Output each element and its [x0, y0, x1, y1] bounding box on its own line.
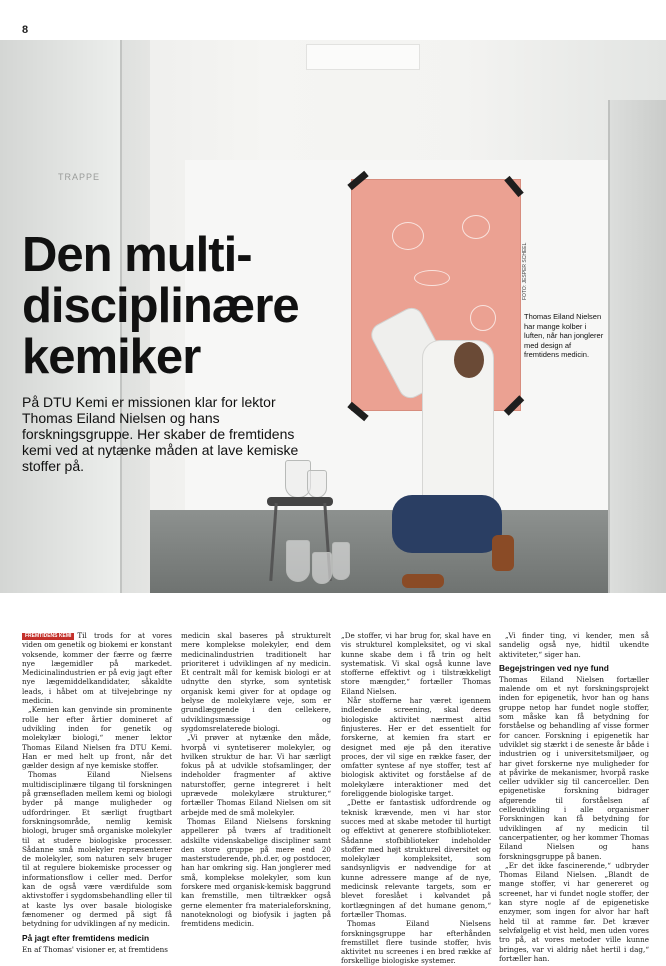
paragraph: „Vi prøver at nytænke den måde, hvorpå vi syntetiserer molekyler, og hvilken struktur de har. Vi har særligt fokus på at udvikle stofsamlinger, der indeholder fragmenter af aktive naturstoffer, gerne integreret i helt uprævede molekylære strukturer,“ fortæller Thomas Eiland Nielsen om sit arbejde med de små molekyler.	[181, 733, 331, 817]
paragraph: En af Thomas' visioner er, at fremtidens	[22, 944, 168, 954]
paragraph-text: Til trods for at vores viden om genetik og biokemi er konstant voksende, kommer der færre og færre nye lægemidler på markedet. Medicinalindustrien er på evig jagt efter nye lægemiddelkandidater, såkaldte leads, i håbet om at tilvejebringe ny medicin.	[22, 631, 172, 706]
glass-flask-4	[312, 552, 332, 584]
person-head	[454, 342, 484, 378]
flask-sketch-3	[414, 270, 450, 286]
paragraph: „Kemien kan genvinde sin prominente rolle her efter årtier domineret af udvikling inden for genetik og molekylær biologi,“ mener lektor Thomas Eiland Nielsen fra DTU Kemi. Han er med helt up front, når det gælder design af nye kemiske stoffer.	[22, 705, 172, 771]
page-number: 8	[22, 24, 29, 36]
photo-credit: FOTO: JESPER SCHEEL	[522, 242, 528, 300]
paragraph: „De stoffer, vi har brug for, skal have en vis strukturel kompleksitet, og vi skal kunne skabe dem i få trin og helt systematisk. Vi skal også kunne lave stofferne effektivt og i tilstrækkeligt store mængder,“ fortæller Thomas Eiland Nielsen.	[341, 631, 491, 696]
paragraph	[22, 631, 172, 705]
glass-flask-3	[286, 540, 310, 582]
section-tag: FREMTIDENS KEMI	[22, 633, 74, 640]
subheading: Begejstringen ved nye fund	[499, 662, 609, 673]
subheading: På jagt efter fremtidens medicin	[22, 932, 150, 943]
glass-flask-2	[307, 470, 327, 498]
paragraph: Thomas Eiland Nielsens forskning appellerer på tværs af traditionelt adskilte videnskabelige discipliner samt den store gruppe på mere end 20 masterstuderende, ph.d.er, og postdocer, han har omkring sig. Han jonglerer med små, komplekse molekyler, som kun forskere med organisk-kemisk baggrund kan fremstille, men tiltrækker også gerne elementer fra materialeforskning, nanoteknologi og biofysik i jagten på fremtidens medicin.	[181, 816, 331, 929]
article-column-1	[22, 631, 172, 954]
photo-caption: Thomas Eiland Nielsen har mange kolber i luften, når han jonglerer med design af fremtidens medicin.	[524, 312, 604, 359]
article-column-4	[499, 631, 649, 963]
photo-floor	[150, 510, 630, 593]
person-shoe-front	[402, 574, 444, 588]
flask-sketch-1	[392, 222, 424, 250]
article-column-2	[181, 631, 331, 929]
door-sign: TRAPPE	[58, 172, 101, 182]
paragraph: Thomas Eiland Nielsens multidisciplinære tilgang til forskningen på grænsefladen mellem kemi og biologi byder på mange muligheder og udfordringer. Et særligt frugtbart forskningsområde, nemlig kemisk biologi, bruger små organiske molekyler til at studere biologiske processer. Sådanne små molekyler repræsenterer de molekyler, som naturen selv bruger til at regulere biokemiske processer og informationsflow i celler med. Derfor kan de også være værdifulde som aktivstoffer i sygdomsbehandling eller til at kaste lys over basale biologiske fænomener og dermed på sigt få betydning for udviklingen af ny medicin.	[22, 770, 172, 929]
article-column-3	[341, 631, 491, 966]
paragraph: Thomas Eiland Nielsen fortæller malende om et nyt forskningsprojekt inden for epigenetik, hvor han og hans gruppe netop har fundet nogle stoffer, som måske kan få betydning for forståelse og behandling af visse former for cancer. Forskning i epigenetik har udviklet sig stærkt i de seneste år både i industrien og i universitetsmiljøer, og har givet forskerne nye muligheder for at påvirke de mekanismer, hvorpå raske celler udvikler sig til cancerceller. Den epigenetiske forskning bidrager afgørende til forståelsen af celleudvikling i alle organismer Forskningen kan få betydning for udviklingen af ny medicin til cancerpatienter, og her kommer Thomas Eiland Nielsen og hans forskningsgruppe på banen.	[499, 674, 649, 861]
glass-flask-5	[332, 542, 350, 580]
paragraph: medicin skal baseres på strukturelt mere komplekse molekyler, end dem medicinalindustrien traditionelt har prioriteret i udviklingen af ny medicin. Et centralt mål for kemisk biologi er at udnytte den styrke, som syntetisk organisk kemi giver for at opdage og belyse de molekylære veje, som er grundlæggende i den cellekere, udviklingsmæssige og sygdomsrelaterede biologi.	[181, 631, 331, 733]
article-lede: På DTU Kemi er missionen klar for lektor Thomas Eiland Nielsen og hans forskningsgruppe. Her skaber de fremtidens kemi ved at nytænke måden at lave kemiske stoffer på.	[22, 394, 299, 474]
photo-right-wall	[608, 100, 666, 593]
paragraph: „Vi finder ting, vi kender, men så sandelig også nye, hidtil ukendte aktiviteter,“ siger han.	[499, 631, 649, 659]
paragraph: „Er det ikke fascinerende,“ udbryder Thomas Eiland Nielsen. „Blandt de mange stoffer, vi har genereret og screenet, har vi fundet nogle stoffer, der kan styre nogle af de epigenetiske enzymer, som ingen for alvor har haft held til at ramme før. Det kræver selvfølgelig et vist held, men uden vores tro på, at vores metoder ville kunne bringes, var vi aldrig nået hertil i dag,“ fortæller han.	[499, 860, 649, 963]
ceiling-light	[306, 44, 420, 70]
paragraph: Thomas Eiland Nielsens forskningsgruppe har efterhånden fremstillet flere tusinde stoffer, hvis aktivitet nu screenes i en bred række af forskellige biologiske systemer.	[341, 919, 491, 966]
person-legs	[392, 495, 502, 553]
article-headline: Den multi-disciplinære kemiker	[22, 228, 299, 384]
paragraph: Når stofferne har været igennem indledende screening, skal deres biologiske aktivitet nærmest altid finjusteres. Her er det essentielt for forskerne, at kemien fra start er designet med øje på den iterative proces, der vil sige en række faser, der omfatter syntese af nye stoffer, test af biologisk aktivitet og forståelse af de molekylære interaktioner med det foreliggende biologiske target.	[341, 696, 491, 799]
person-shoe-back	[492, 535, 514, 571]
flask-sketch-4	[470, 305, 496, 331]
flask-sketch-2	[462, 215, 490, 239]
paragraph: „Dette er fantastisk udfordrende og teknisk krævende, men vi har stor succes med at skabe metoder til hurtigt og effektivt at generere stofbiblioteker. Sådanne stofbiblioteker indeholder stoffer med højt strukturel diversitet og molekylær kompleksitet, som sandsynligvis er nødvendige for at kunne adressere mange af de nye, medicinsk relevante targets, som er blevet foreslået i kølvandet på kortlægningen af det humane genom,“ fortæller Thomas.	[341, 798, 491, 919]
